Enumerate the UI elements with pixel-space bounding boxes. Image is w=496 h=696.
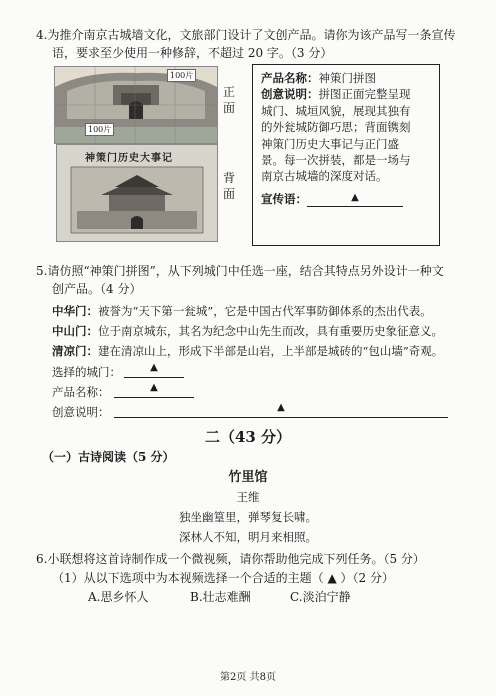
q5-line1: 5.请仿照“神策门拼图”，从下列城门中任选一座，结合其特点另外设计一种文: [36, 264, 444, 278]
piece-count-badge-bottom: 100片: [85, 123, 114, 136]
product-info-box: [252, 64, 440, 246]
gate-item: [52, 344, 443, 359]
q6-option[interactable]: A.思乡怀人: [88, 590, 149, 604]
q4-line2: 语，要求至少使用一种修辞，不超过 20 字。（3 分）: [52, 46, 333, 60]
gate-name: 中山门：: [52, 324, 98, 338]
q5-line2: 创产品。（4 分）: [52, 282, 142, 296]
desc-line-6: 南京古城墙的深度对话。: [261, 169, 388, 184]
section-title: 二（43 分）: [204, 428, 292, 446]
slogan-answer-field[interactable]: ▲: [307, 188, 403, 207]
q6-option[interactable]: C.淡泊宁静: [290, 590, 351, 604]
choose-gate-field[interactable]: ▲: [124, 362, 184, 378]
front-label: 正面: [222, 85, 235, 115]
poem-author: 王维: [236, 490, 260, 504]
creative-desc-field-q5[interactable]: ▲: [114, 402, 448, 418]
product-name-label-q5: 产品名称：: [52, 385, 110, 399]
puzzle-front-image: [54, 66, 218, 144]
q6-line1: 6.小联想将这首诗制作成一个微视频，请你帮助他完成下列任务。（5 分）: [36, 552, 425, 566]
creative-desc-label: 创意说明：: [261, 87, 319, 102]
slogan-label: 宣传语：: [261, 191, 307, 206]
desc-line-3: 的外瓮城防御巧思；背面镌刻: [261, 120, 411, 135]
puzzle-back-image: [56, 144, 218, 242]
section-subtitle: （一）古诗阅读（5 分）: [42, 450, 175, 464]
back-label: 背面: [222, 171, 235, 201]
product-name-field-q5[interactable]: ▲: [114, 382, 194, 398]
desc-line-1: 拼图正面完整呈现: [318, 87, 411, 102]
gate-desc: 被誉为“天下第一瓮城”，它是中国古代军事防御体系的杰出代表。: [98, 304, 432, 318]
gate-item: [52, 304, 432, 319]
choose-gate-label: 选择的城门：: [52, 365, 121, 379]
gate-name: 中华门：: [52, 304, 98, 318]
poem-line-2: 深林人不知，明月来相照。: [179, 530, 317, 544]
gate-item: [52, 324, 443, 339]
page-footer: 第2页 共8页: [220, 672, 276, 683]
q6-option[interactable]: B.壮志难酬: [190, 590, 251, 604]
product-name-value: 神策门拼图: [318, 71, 376, 85]
gate-name: 清凉门：: [52, 344, 98, 358]
poem-line-1: 独坐幽篁里，弹琴复长啸。: [179, 510, 317, 524]
poem-title: 竹里馆: [228, 470, 268, 485]
q4-line1: 4.为推介南京古城墙文化，文旅部门设计了文创产品。请你为该产品写一条宣传: [36, 28, 456, 42]
gate-desc: 位于南京城东，其名为纪念中山先生而改，具有重要历史象征意义。: [98, 324, 443, 338]
back-title: 神策门历史大事记: [85, 153, 173, 164]
desc-line-4: 神策门历史大事记与正门盛: [261, 136, 399, 151]
q6-sub1: （1）从以下选项中为本视频选择一个合适的主题（ ▲ ）（2 分）: [52, 571, 394, 585]
gate-desc: 建在清凉山上，形成下半部是山岩，上半部是城砖的“包山墙”奇观。: [98, 344, 444, 358]
desc-line-2: 城门、城垣风貌，展现其独有: [261, 103, 411, 118]
product-name-label: 产品名称：: [261, 71, 319, 85]
desc-line-5: 景。每一次拼装，都是一场与: [261, 153, 411, 168]
piece-count-badge-top: 100片: [167, 69, 196, 82]
creative-desc-label-q5: 创意说明：: [52, 405, 110, 419]
